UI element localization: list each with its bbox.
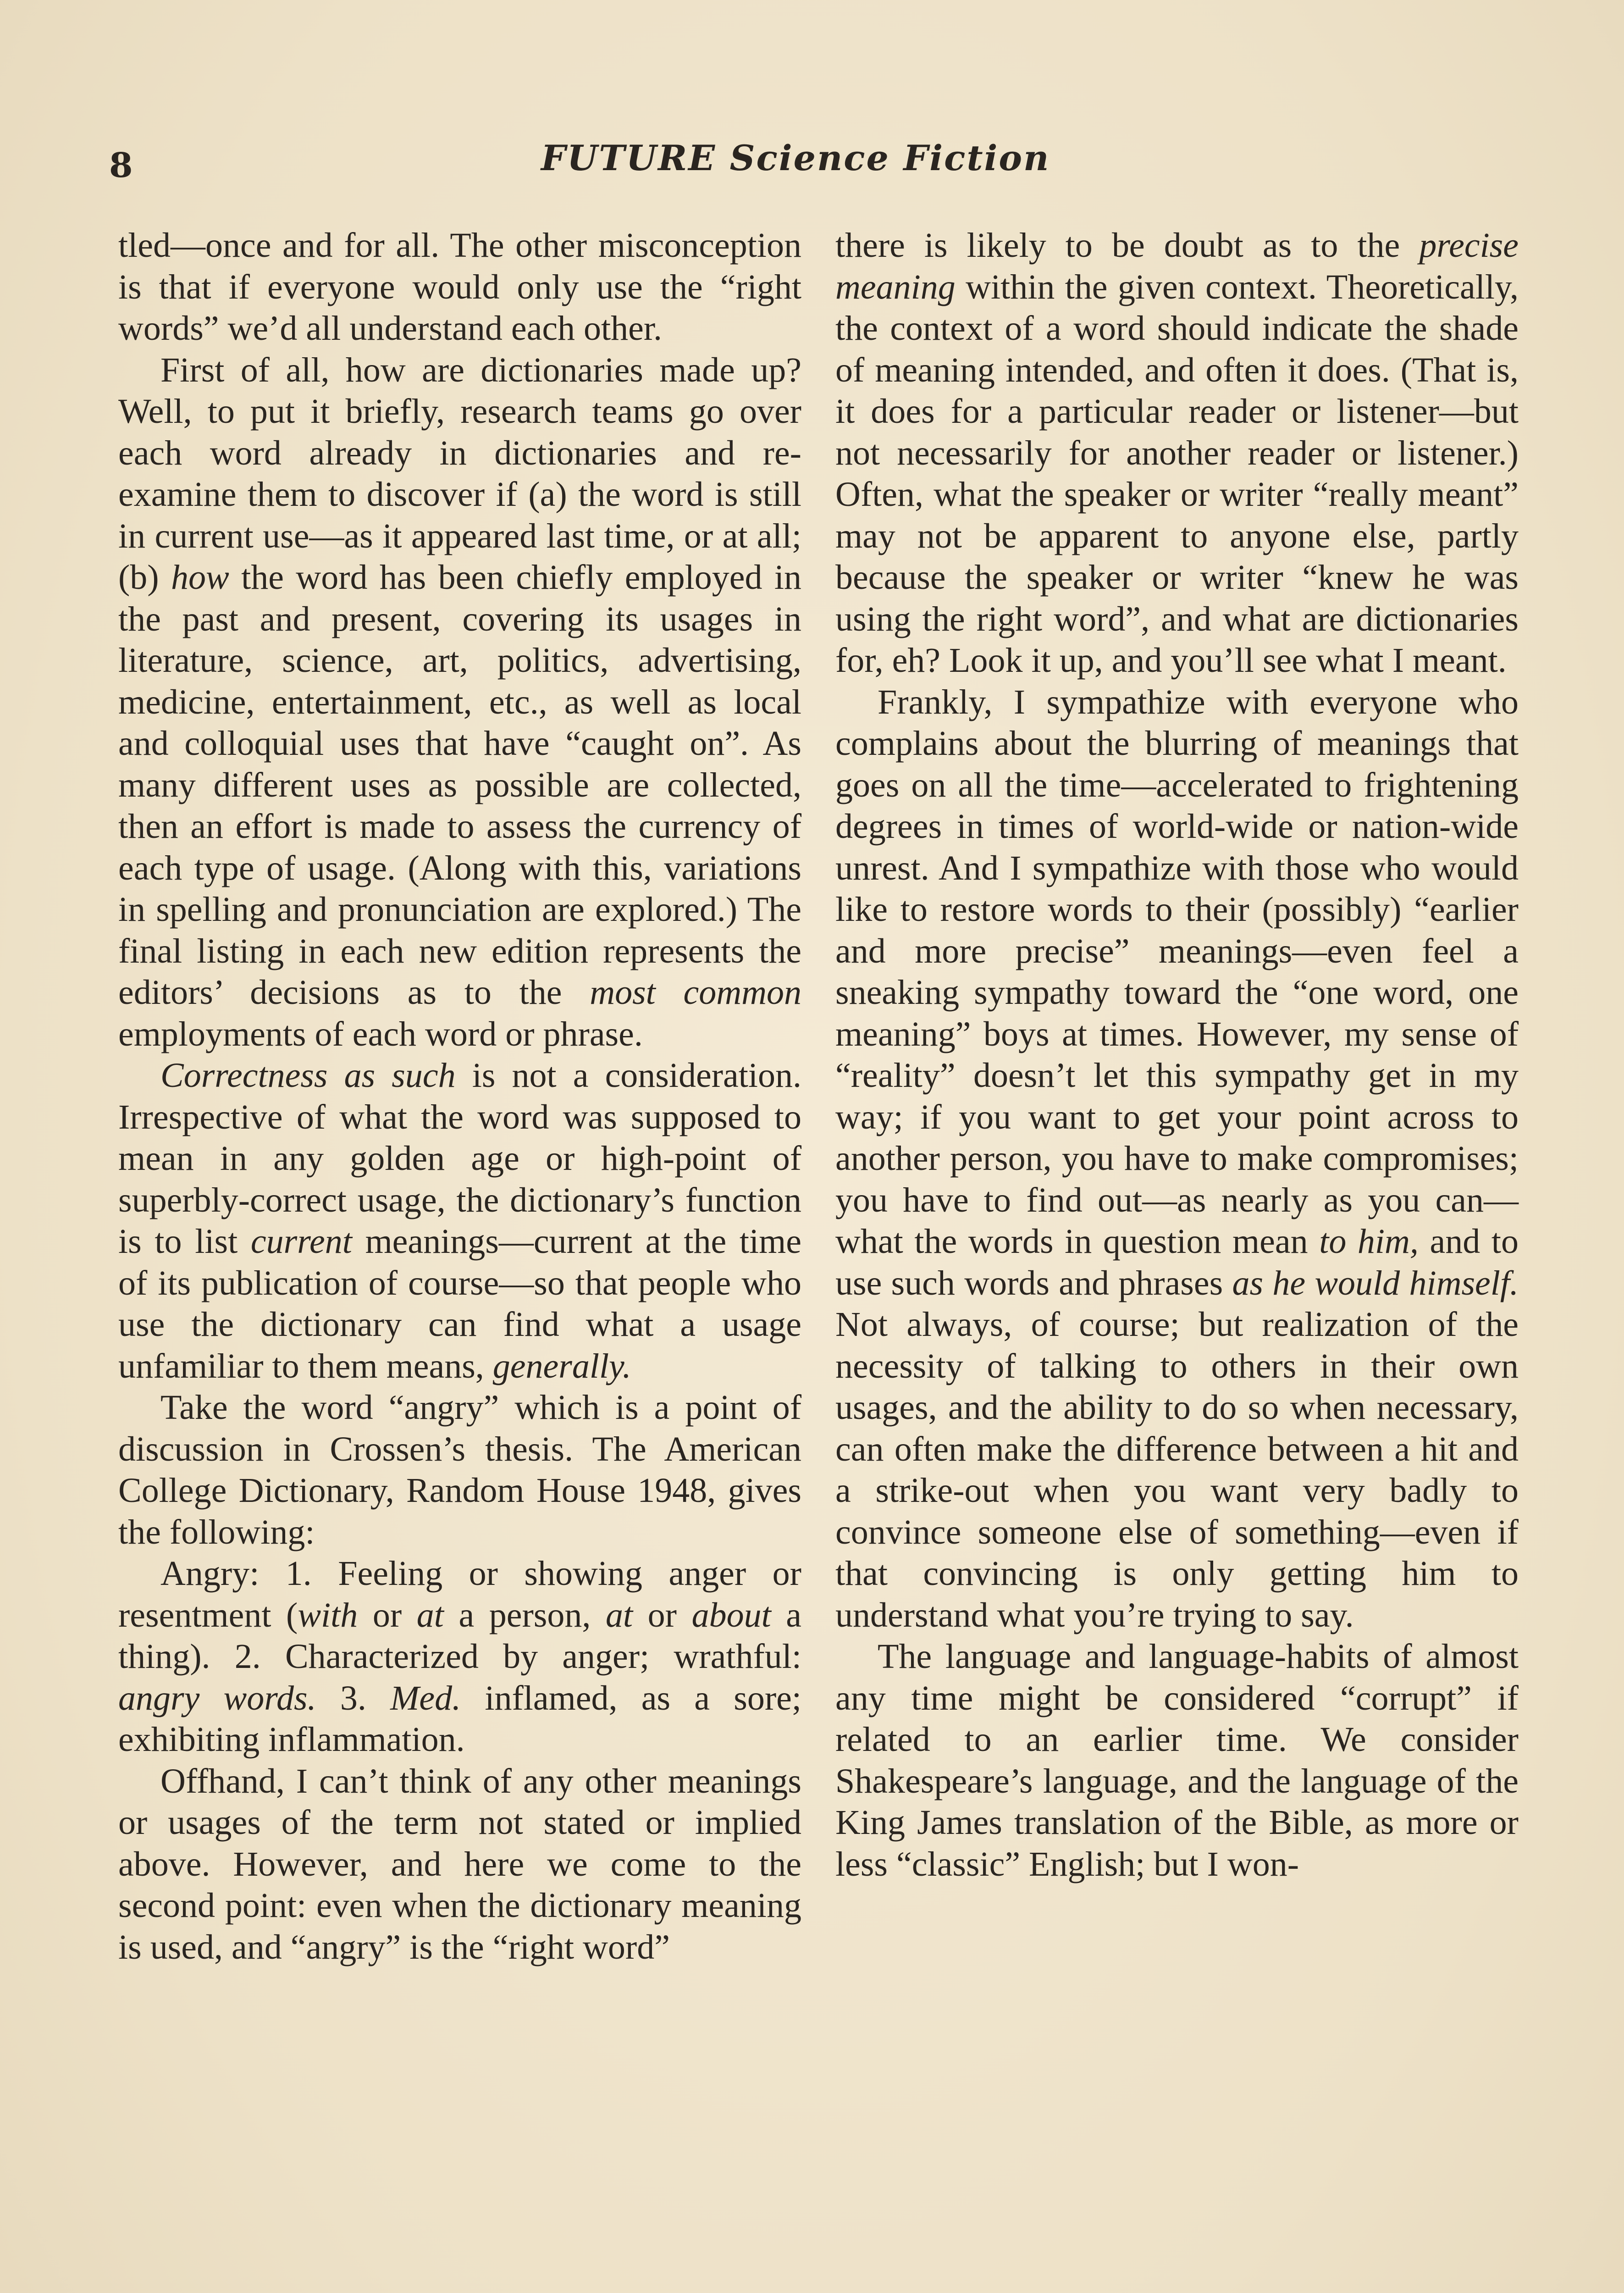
paragraph: Take the word “angry” which is a point of discussion in Crossen’s thesis. The American College Dictionary, Random House 1948, gives the following: (118, 1388, 801, 1551)
page-number: 8 (109, 146, 133, 185)
running-title: FUTURE Science Fiction (541, 138, 1050, 178)
paragraph: First of all, how are dictionaries made up? Well, to put it briefly, research teams go over each word already in dictionaries and re-examine them to discover if (a) the word is still in current use—as it appeared last time, or at all; (b) how the word has been chiefly employed in the past and present, covering its usages in literature, science, art, politics, advertising, medicine, entertainment, etc., as well as local and colloquial uses that have “caught on”. As many different uses as possible are collected, then an effort is made to assess the currency of each type of usage. (Along with this, variations in spelling and pronunciation are explored.) The final listing in each new edition represents the editors’ decisions as to the most common employments of each word or phrase. (118, 350, 801, 1053)
paragraph: Frankly, I sympathize with everyone who complains about the blurring of meanings that goes on all the time—accelerated to frightening degrees in times of world-wide or nation-wide unrest. And I sympathize with those who would like to restore words to their (possibly) “earlier and more precise” meanings—even feel a sneaking sympathy toward the “one word, one meaning” boys at times. However, my sense of “reality” doesn’t let this sympathy get in my way; if you want to get your point across to another person, you have to make compromises; you have to find out—as nearly as you can—what the words in question mean to him, and to use such words and phrases as he would himself. Not always, of course; but realization of the necessity of talking to others in their own usages, and the ability to do so when necessary, can often make the difference between a hit and a strike-out when you want very badly to convince someone else of something—even if that convincing is only getting him to understand what you’re trying to say. (835, 682, 1519, 1634)
italic-run: at (416, 1595, 444, 1634)
italic-run: precise meaning (835, 226, 1519, 306)
italic-run: current (250, 1222, 352, 1261)
italic-run: with (298, 1595, 358, 1634)
dictionary-entry: Angry: 1. Feeling or showing anger or resentment (with or at a person, at or about a thing). 2. Characterized by anger; wrathful: angry words. 3. Med. inflamed, as a sore; exhibiting inflammation. (118, 1554, 802, 1759)
paragraph: Offhand, I can’t think of any other meanings or usages of the term not stated or implied above. However, and here we come to the second point: even when the dictionary meaning is used, and “angry” is the “right word” (118, 1761, 801, 1966)
italic-run: angry words. (118, 1678, 316, 1717)
italic-run: generally. (492, 1346, 631, 1385)
italic-run: Correctness as such (160, 1056, 456, 1095)
right-column (835, 225, 1519, 1885)
paragraph: tled—once and for all. The other misconception is that if everyone would only use the “right words” we’d all understand each other. (118, 226, 801, 348)
italic-run: to him, (1319, 1222, 1419, 1261)
italic-run: about (691, 1595, 771, 1634)
italic-run: at (605, 1595, 633, 1634)
italic-run: Med. (390, 1678, 461, 1717)
italic-run: most common (590, 973, 801, 1012)
paragraph: there is likely to be doubt as to the precise meaning within the given context. Theoretically, the context of a word should indicate the shade of meaning intended, and often it does. (That is, it does for a particular reader or listener—but not necessarily for another reader or listener.) Often, what the speaker or writer “really meant” may not be apparent to anyone else, partly because the speaker or writer “knew he was using the right word”, and what are dictionaries for, eh? Look it up, and you’ll see what I meant. (835, 226, 1519, 680)
paragraph: The language and language-habits of almost any time might be considered “corrupt” if related to an earlier time. We consider Shakespeare’s language, and the language of the King James translation of the Bible, as more or less “classic” English; but I won- (835, 1637, 1519, 1883)
left-column (118, 225, 801, 1968)
italic-run: how (171, 558, 229, 597)
paragraph: Correctness as such is not a consideration. Irrespective of what the word was supposed to mean in any golden age or high-point of superbly-correct usage, the dictionary’s function is to list current meanings—current at the time of its publication of course—so that people who use the dictionary can find what a usage unfamiliar to them means, generally. (118, 1056, 801, 1385)
italic-run: as he would himself. (1232, 1263, 1519, 1302)
